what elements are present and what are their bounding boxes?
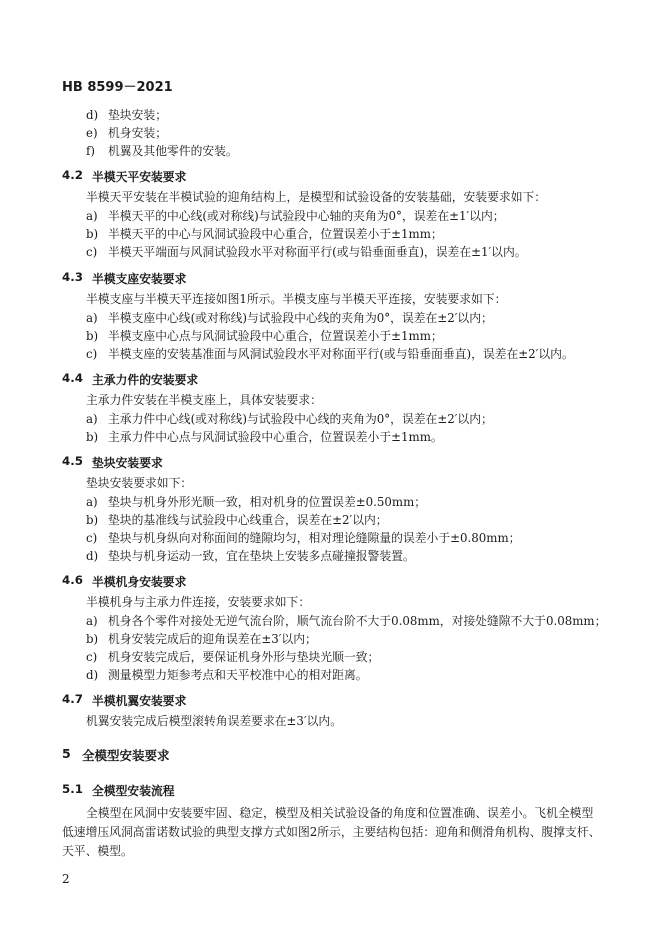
list-text: 垫块安装； xyxy=(108,108,167,122)
list-text: 垫块与机身外形光顺一致，相对机身的位置误差±0.50mm； xyxy=(108,495,427,509)
section-number: 4.7 xyxy=(62,692,83,706)
list-text: 半模天平的中心线(或对称线)与试验段中心轴的夹角为0°，误差在±1′以内； xyxy=(108,209,505,223)
list-text: 主承力件中心线(或对称线)与试验段中心线的夹角为0°，误差在±2′以内； xyxy=(108,412,493,426)
section-intro: 半模机身与主承力件连接，安装要求如下： xyxy=(86,595,311,609)
body-paragraph-line: 低速增压风洞高雷诺数试验的典型支撑方式如图2所示，主要结构包括：迎角和侧滑角机构、腹撑支杆、 xyxy=(62,825,601,839)
section-title: 主承力件的安装要求 xyxy=(92,373,199,387)
list-text: 半模天平的中心与风洞试验段中心重合，位置误差小于±1mm； xyxy=(108,227,443,241)
body-paragraph-line: 天平、模型。 xyxy=(62,844,133,858)
list-marker: a) xyxy=(86,495,98,509)
list-text: 机身安装完成后，要保证机身外形与垫块光顺一致； xyxy=(108,650,380,664)
list-marker: a) xyxy=(86,614,98,628)
section-intro: 机翼安装完成后模型滚转角误差要求在±3′以内。 xyxy=(86,714,343,728)
list-marker: a) xyxy=(86,209,98,223)
section-number: 4.6 xyxy=(62,573,83,587)
list-marker: c) xyxy=(86,650,98,664)
list-marker: c) xyxy=(86,347,98,361)
list-marker: c) xyxy=(86,531,98,545)
list-text: 机身安装完成后的迎角误差在±3′以内； xyxy=(108,632,317,646)
list-marker: b) xyxy=(86,329,99,343)
section-title: 半模机身安装要求 xyxy=(92,575,187,589)
list-text: 半模天平端面与风洞试验段水平对称面平行(或与铅垂面垂直)，误差在±1′以内。 xyxy=(108,245,527,259)
list-marker: f) xyxy=(86,144,95,158)
list-text: 半模支座中心点与风洞试验段中心重合，位置误差小于±1mm； xyxy=(108,329,443,343)
list-text: 垫块与机身运动一致，宜在垫块上安装多点碰撞报警装置。 xyxy=(108,549,415,563)
section-number: 4.5 xyxy=(62,454,83,468)
list-text: 半模支座中心线(或对称线)与试验段中心线的夹角为0°，误差在±2′以内； xyxy=(108,311,493,325)
section-intro: 半模天平安装在半模试验的迎角结构上，是模型和试验设备的安装基础，安装要求如下： xyxy=(86,190,547,204)
list-text: 垫块的基准线与试验段中心线重合，误差在±2′以内； xyxy=(108,513,388,527)
list-marker: b) xyxy=(86,430,99,444)
section-intro: 半模支座与半模天平连接如图1所示。半模支座与半模天平连接，安装要求如下： xyxy=(86,292,507,306)
section-intro: 主承力件安装在半模支座上，具体安装要求： xyxy=(86,393,322,407)
list-text: 垫块与机身纵向对称面间的缝隙均匀，相对理论缝隙量的误差小于±0.80mm； xyxy=(108,531,521,545)
section-title: 半模支座安装要求 xyxy=(92,272,187,286)
list-text: 测量模型力矩参考点和天平校准中心的相对距离。 xyxy=(108,668,368,682)
section-number: 4.2 xyxy=(62,168,83,182)
section-intro: 垫块安装要求如下： xyxy=(86,476,193,490)
chapter-title: 全模型安装要求 xyxy=(82,748,170,763)
list-marker: d) xyxy=(86,549,99,563)
list-marker: a) xyxy=(86,311,98,325)
standard-code: HB 8599－2021 xyxy=(62,80,173,95)
section-title: 半模天平安装要求 xyxy=(92,170,187,184)
page-number: 2 xyxy=(62,872,70,886)
list-text: 机身安装； xyxy=(108,126,167,140)
list-marker: d) xyxy=(86,108,99,122)
list-text: 机身各个零件对接处无逆气流台阶，顺气流台阶不大于0.08mm，对接处缝隙不大于0.08mm； xyxy=(108,614,607,628)
section-title: 半模机翼安装要求 xyxy=(92,694,187,708)
list-marker: a) xyxy=(86,412,98,426)
section-number: 4.3 xyxy=(62,270,83,284)
list-marker: d) xyxy=(86,668,99,682)
list-text: 主承力件中心点与风洞试验段中心重合，位置误差小于±1mm。 xyxy=(108,430,443,444)
section-number: 4.4 xyxy=(62,371,83,385)
section-title: 全模型安装流程 xyxy=(92,784,175,798)
body-paragraph-line: 全模型在风洞中安装要牢固、稳定，模型及相关试验设备的角度和位置准确、误差小。飞机全模型 xyxy=(86,806,594,820)
section-title: 垫块安装要求 xyxy=(92,456,163,470)
list-text: 半模支座的安装基准面与风洞试验段水平对称面平行(或与铅垂面垂直)，误差在±2′以内。 xyxy=(108,347,574,361)
list-marker: b) xyxy=(86,513,99,527)
chapter-number: 5 xyxy=(62,746,71,761)
list-text: 机翼及其他零件的安装。 xyxy=(108,144,238,158)
list-marker: b) xyxy=(86,227,99,241)
section-number: 5.1 xyxy=(62,782,83,796)
list-marker: c) xyxy=(86,245,98,259)
list-marker: b) xyxy=(86,632,99,646)
list-marker: e) xyxy=(86,126,98,140)
